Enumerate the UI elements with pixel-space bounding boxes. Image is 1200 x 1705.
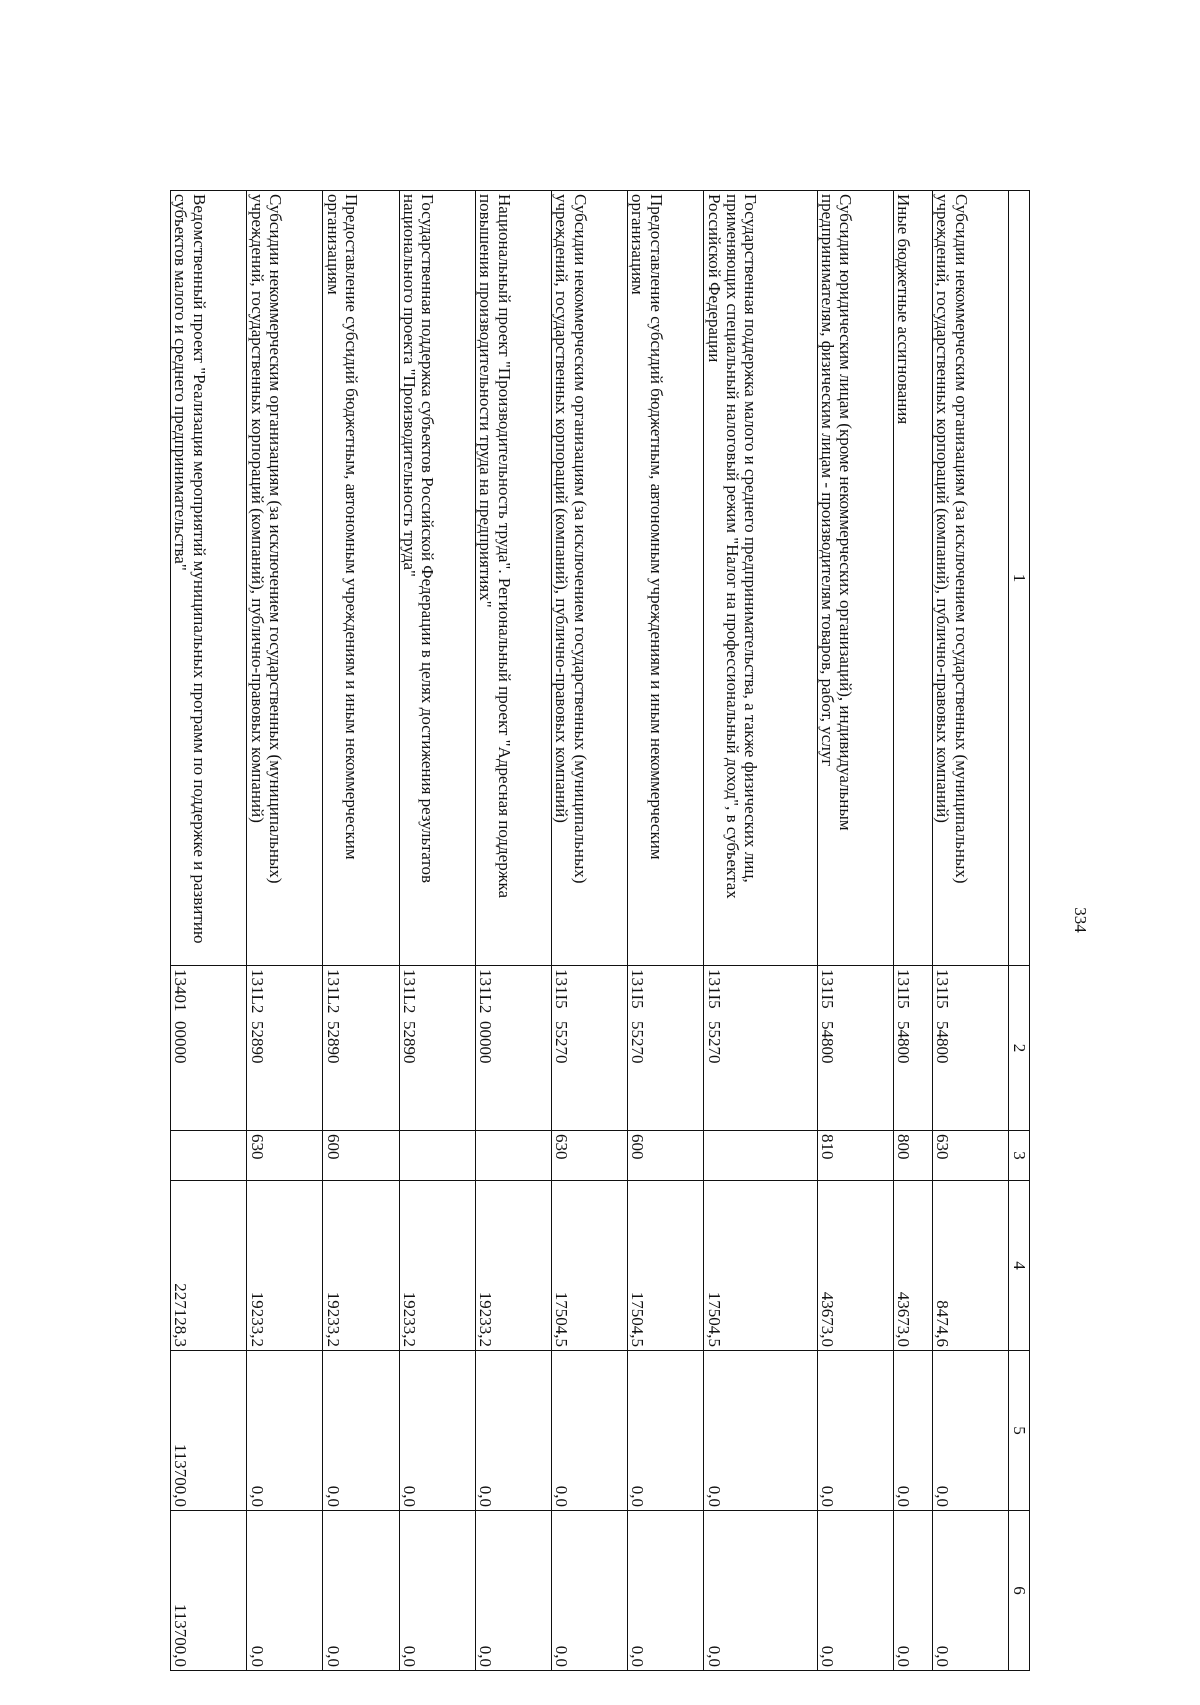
row-name: Государственная поддержка малого и среднего предпринимательства, а также физических лиц, применяющих специальный налоговый режим "Налог на профессиональный доход", в субъектах Российской Федерации [704, 191, 817, 966]
table-row [551, 191, 627, 1671]
row-value-col4: 19233,2 [399, 1181, 475, 1351]
rotated-page-content [170, 190, 1030, 1670]
row-value-col6: 0,0 [628, 1511, 704, 1671]
row-expense-type: 810 [817, 1131, 893, 1181]
table-row [323, 191, 399, 1671]
program-code: 131L2 [399, 969, 419, 1014]
program-code: 131I5 [704, 969, 724, 1009]
row-value-col4: 17504,5 [628, 1181, 704, 1351]
direction-code: 00000 [476, 1021, 496, 1064]
row-target-code [171, 966, 247, 1131]
row-value-col6: 0,0 [399, 1511, 475, 1671]
row-name: Национальный проект "Производительность труда". Региональный проект "Адресная поддержка повышения производительности труда на предприятиях" [475, 191, 551, 966]
row-target-code [932, 966, 1008, 1131]
direction-code: 52890 [247, 1021, 267, 1064]
row-value-col4: 227128,3 [171, 1181, 247, 1351]
table-row [893, 191, 932, 1671]
table-row [628, 191, 704, 1671]
program-code: 131L2 [247, 969, 267, 1014]
row-expense-type [475, 1131, 551, 1181]
row-value-col5: 0,0 [475, 1351, 551, 1511]
program-code: 131I5 [933, 969, 953, 1009]
row-target-code [893, 966, 932, 1131]
direction-code: 52890 [323, 1021, 343, 1064]
table-row [247, 191, 323, 1671]
table-row [171, 191, 247, 1671]
row-value-col5: 0,0 [399, 1351, 475, 1511]
direction-code: 00000 [171, 1021, 191, 1064]
row-name: Субсидии некоммерческим организациям (за исключением государственных (муниципальных) учреждений, государственных корпораций (компаний), публично-правовых компаний) [551, 191, 627, 966]
program-code: 131L2 [323, 969, 343, 1014]
row-name: Предоставление субсидий бюджетным, автономным учреждениям и иным некоммерческим организациям [628, 191, 704, 966]
row-value-col5: 0,0 [893, 1351, 932, 1511]
direction-code: 55270 [552, 1021, 572, 1064]
direction-code: 55270 [628, 1021, 648, 1064]
column-number-row [1009, 191, 1030, 1671]
program-code: 131I5 [552, 969, 572, 1009]
row-name: Ведомственный проект "Реализация мероприятий муниципальных программ по поддержке и развитию субъектов малого и среднего предпринимательства" [171, 191, 247, 966]
page-number: 334 [1071, 907, 1090, 933]
column-number-6: 6 [1009, 1511, 1030, 1671]
row-value-col5: 0,0 [323, 1351, 399, 1511]
row-name: Иные бюджетные ассигнования [893, 191, 932, 966]
row-value-col4: 17504,5 [704, 1181, 817, 1351]
program-code: 131L2 [476, 969, 496, 1014]
row-name: Предоставление субсидий бюджетным, автономным учреждениям и иным некоммерческим организациям [323, 191, 399, 966]
row-value-col5: 0,0 [628, 1351, 704, 1511]
column-number-1: 1 [1009, 191, 1030, 966]
direction-code: 54800 [894, 1021, 914, 1064]
row-value-col6: 0,0 [932, 1511, 1008, 1671]
row-target-code [323, 966, 399, 1131]
row-value-col6: 0,0 [475, 1511, 551, 1671]
row-expense-type: 600 [323, 1131, 399, 1181]
row-expense-type [704, 1131, 817, 1181]
row-target-code [817, 966, 893, 1131]
row-value-col4: 19233,2 [475, 1181, 551, 1351]
direction-code: 54800 [817, 1021, 837, 1064]
row-value-col5: 113700,0 [171, 1351, 247, 1511]
column-number-5: 5 [1009, 1351, 1030, 1511]
budget-table [170, 190, 1030, 1671]
row-value-col6: 113700,0 [171, 1511, 247, 1671]
program-code: 131I5 [817, 969, 837, 1009]
row-value-col5: 0,0 [551, 1351, 627, 1511]
row-expense-type: 630 [247, 1131, 323, 1181]
row-target-code [704, 966, 817, 1131]
row-name: Субсидии юридическим лицам (кроме некоммерческих организаций), индивидуальным предпринимателям, физическим лицам - производителям товаров, работ, услуг [817, 191, 893, 966]
table-row [932, 191, 1008, 1671]
row-value-col4: 43673,0 [893, 1181, 932, 1351]
row-expense-type [171, 1131, 247, 1181]
row-value-col4: 43673,0 [817, 1181, 893, 1351]
row-target-code [628, 966, 704, 1131]
row-value-col4: 19233,2 [323, 1181, 399, 1351]
table-row [704, 191, 817, 1671]
row-value-col6: 0,0 [247, 1511, 323, 1671]
row-value-col6: 0,0 [817, 1511, 893, 1671]
row-name: Субсидии некоммерческим организациям (за исключением государственных (муниципальных) учреждений, государственных корпораций (компаний), публично-правовых компаний) [932, 191, 1008, 966]
table-row [475, 191, 551, 1671]
row-value-col6: 0,0 [551, 1511, 627, 1671]
table-row [399, 191, 475, 1671]
row-name: Государственная поддержка субъектов Российской Федерации в целях достижения результатов национального проекта "Производительность труда" [399, 191, 475, 966]
column-number-4: 4 [1009, 1181, 1030, 1351]
row-value-col4: 17504,5 [551, 1181, 627, 1351]
row-name: Субсидии некоммерческим организациям (за исключением государственных (муниципальных) учреждений, государственных корпораций (компаний), публично-правовых компаний) [247, 191, 323, 966]
column-number-3: 3 [1009, 1131, 1030, 1181]
direction-code: 54800 [933, 1021, 953, 1064]
direction-code: 52890 [399, 1021, 419, 1064]
row-expense-type: 630 [551, 1131, 627, 1181]
row-target-code [399, 966, 475, 1131]
row-value-col6: 0,0 [323, 1511, 399, 1671]
direction-code: 55270 [704, 1021, 724, 1064]
row-value-col4: 8474,6 [932, 1181, 1008, 1351]
row-expense-type: 800 [893, 1131, 932, 1181]
row-value-col6: 0,0 [704, 1511, 817, 1671]
row-value-col4: 19233,2 [247, 1181, 323, 1351]
row-target-code [551, 966, 627, 1131]
row-expense-type [399, 1131, 475, 1181]
row-value-col6: 0,0 [893, 1511, 932, 1671]
row-value-col5: 0,0 [247, 1351, 323, 1511]
program-code: 13401 [171, 969, 191, 1012]
table-row [817, 191, 893, 1671]
row-target-code [247, 966, 323, 1131]
row-target-code [475, 966, 551, 1131]
row-expense-type: 600 [628, 1131, 704, 1181]
row-value-col5: 0,0 [817, 1351, 893, 1511]
row-value-col5: 0,0 [932, 1351, 1008, 1511]
column-number-2: 2 [1009, 966, 1030, 1131]
row-expense-type: 630 [932, 1131, 1008, 1181]
program-code: 131I5 [894, 969, 914, 1009]
program-code: 131I5 [628, 969, 648, 1009]
row-value-col5: 0,0 [704, 1351, 817, 1511]
